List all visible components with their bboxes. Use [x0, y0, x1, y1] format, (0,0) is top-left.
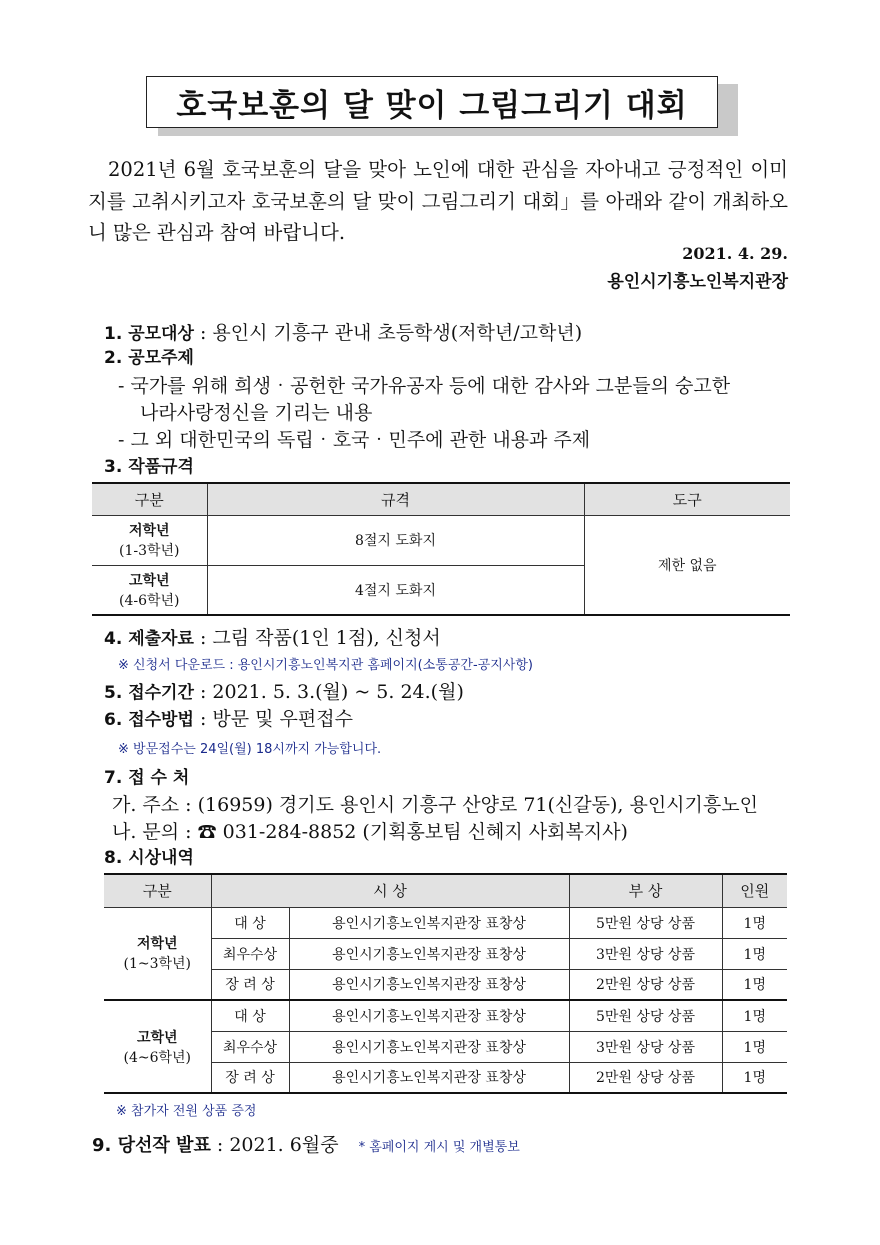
section-1-heading: 1. 공모대상	[104, 324, 194, 344]
award-prize-cell: 2만원 상당 상품	[569, 1062, 722, 1093]
award-header-category: 구분	[104, 874, 211, 907]
section-1-body: : 용인시 기흥구 관내 초등학생(저학년/고학년)	[193, 322, 583, 344]
award-name-cell: 용인시기흥노인복지관장 표창상	[289, 1031, 569, 1062]
spec-header-category: 구분	[92, 483, 207, 515]
section-9	[92, 1130, 520, 1157]
section-4-body: : 그림 작품(1인 1점), 신청서	[193, 627, 441, 649]
spec-header-spec: 규격	[207, 483, 584, 515]
section-7-address: 가. 주소 : (16959) 경기도 용인시 기흥구 산양로 71(신갈동), 용인시기흥노인	[112, 794, 758, 816]
section-5	[104, 677, 464, 704]
award-header-prize: 부 상	[569, 874, 722, 907]
award-grade-cell: 고학년 (4~6학년)	[104, 1000, 211, 1093]
section-2-item-1-cont: 나라사랑정신을 기리는 내용	[140, 402, 373, 424]
award-rank-cell: 최우수상	[211, 1031, 289, 1062]
section-9-heading: 9. 당선작 발표	[92, 1135, 211, 1156]
section-2-item-1: - 국가를 위해 희생‧공헌한 국가유공자 등에 대한 감사와 그분들의 숭고한	[118, 375, 731, 397]
section-2-heading: 2. 공모주제	[104, 348, 194, 368]
award-name-cell: 용인시기흥노인복지관장 표창상	[289, 1000, 569, 1031]
section-6-heading: 6. 접수방법	[104, 710, 194, 730]
award-prize-cell: 2만원 상당 상품	[569, 969, 722, 1000]
award-count-cell: 1명	[722, 1000, 787, 1031]
award-header-award: 시 상	[211, 874, 569, 907]
spec-header-tool: 도구	[584, 483, 790, 515]
section-9-body: : 2021. 6월중	[210, 1134, 339, 1156]
award-name-cell: 용인시기흥노인복지관장 표창상	[289, 938, 569, 969]
award-prize-cell: 3만원 상당 상품	[569, 1031, 722, 1062]
spec-value-cell: 4절지 도화지	[207, 565, 584, 615]
section-7-contact: 나. 문의 : ☎ 031-284-8852 (기획홍보팀 신혜지 사회복지사)	[112, 821, 628, 843]
section-8-heading: 8. 시상내역	[104, 848, 194, 868]
section-3	[104, 452, 194, 477]
section-7	[104, 763, 189, 788]
spec-grade-cell: 고학년 (4-6학년)	[92, 565, 207, 615]
section-5-body: : 2021. 5. 3.(월) ~ 5. 24.(월)	[193, 681, 464, 703]
spec-tool-cell: 제한 없음	[584, 515, 790, 615]
section-4-note: ※ 신청서 다운로드 : 용인시기흥노인복지관 홈페이지(소통공간-공지사항)	[118, 658, 533, 673]
award-rank-cell: 장 려 상	[211, 969, 289, 1000]
award-count-cell: 1명	[722, 907, 787, 938]
section-7-heading: 7. 접 수 처	[104, 768, 190, 788]
award-prize-cell: 5만원 상당 상품	[569, 1000, 722, 1031]
section-1	[104, 318, 582, 345]
award-name-cell: 용인시기흥노인복지관장 표창상	[289, 907, 569, 938]
award-table	[104, 873, 787, 1094]
document-title: 호국보훈의 달 맞이 그림그리기 대회	[146, 76, 718, 128]
spec-table	[92, 482, 790, 616]
section-5-heading: 5. 접수기간	[104, 683, 194, 703]
intro-paragraph: 2021년 6월 호국보훈의 달을 맞아 노인에 대한 관심을 자아내고 긍정적인 이미지를 고취시키고자 호국보훈의 달 맞이 그림그리기 대회」를 아래와 같이 개최하오니 많은 관심과 참여 바랍니다.	[88, 158, 788, 244]
section-4	[104, 623, 441, 650]
award-prize-cell: 3만원 상당 상품	[569, 938, 722, 969]
section-9-note: * 홈페이지 게시 및 개별통보	[358, 1140, 520, 1155]
award-grade-cell: 저학년 (1~3학년)	[104, 907, 211, 1000]
award-count-cell: 1명	[722, 1062, 787, 1093]
award-header-count: 인원	[722, 874, 787, 907]
section-3-heading: 3. 작품규격	[104, 457, 194, 477]
award-rank-cell: 장 려 상	[211, 1062, 289, 1093]
section-6-body: : 방문 및 우편접수	[193, 708, 353, 730]
award-count-cell: 1명	[722, 1031, 787, 1062]
organization-name: 용인시기흥노인복지관장	[607, 272, 788, 292]
section-2-item-2: - 그 외 대한민국의 독립‧호국‧민주에 관한 내용과 주제	[118, 429, 591, 451]
award-rank-cell: 대 상	[211, 1000, 289, 1031]
section-6	[104, 704, 353, 731]
section-8	[104, 843, 194, 868]
award-name-cell: 용인시기흥노인복지관장 표창상	[289, 969, 569, 1000]
award-rank-cell: 최우수상	[211, 938, 289, 969]
spec-value-cell: 8절지 도화지	[207, 515, 584, 565]
document-date: 2021. 4. 29.	[682, 244, 788, 263]
award-count-cell: 1명	[722, 938, 787, 969]
section-4-heading: 4. 제출자료	[104, 629, 194, 649]
award-count-cell: 1명	[722, 969, 787, 1000]
award-rank-cell: 대 상	[211, 907, 289, 938]
award-prize-cell: 5만원 상당 상품	[569, 907, 722, 938]
award-name-cell: 용인시기흥노인복지관장 표창상	[289, 1062, 569, 1093]
section-8-note: ※ 참가자 전원 상품 증정	[116, 1104, 257, 1119]
section-2	[104, 343, 194, 368]
section-6-note: ※ 방문접수는 24일(월) 18시까지 가능합니다.	[118, 742, 382, 757]
spec-grade-cell: 저학년 (1-3학년)	[92, 515, 207, 565]
